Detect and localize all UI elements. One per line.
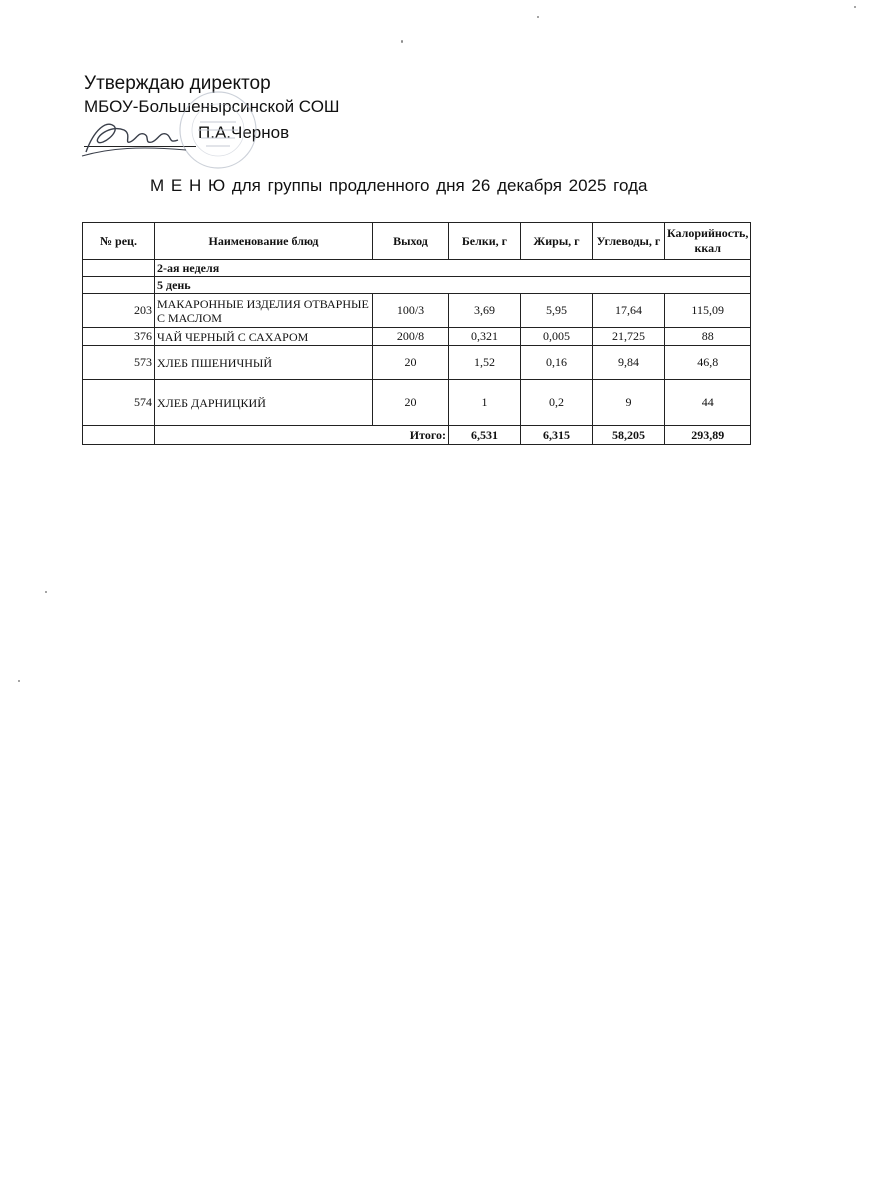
approval-title: Утверждаю директор xyxy=(84,73,271,94)
dish-calories: 44 xyxy=(665,380,751,426)
day-row xyxy=(83,277,751,294)
day-label: 5 день xyxy=(155,277,751,294)
dish-name: ЧАЙ ЧЕРНЫЙ С САХАРОМ xyxy=(155,328,373,346)
total-fat: 6,315 xyxy=(521,426,593,445)
table-row xyxy=(83,328,751,346)
dish-protein: 1,52 xyxy=(449,346,521,380)
dish-protein: 0,321 xyxy=(449,328,521,346)
dish-calories: 46,8 xyxy=(665,346,751,380)
total-row xyxy=(83,426,751,445)
dish-carbs: 9,84 xyxy=(593,346,665,380)
scan-speck xyxy=(854,6,856,8)
total-carbs: 58,205 xyxy=(593,426,665,445)
dish-fat: 0,2 xyxy=(521,380,593,426)
week-label: 2-ая неделя xyxy=(155,260,751,277)
rec-number: 203 xyxy=(83,294,155,328)
total-calories: 293,89 xyxy=(665,426,751,445)
dish-protein: 3,69 xyxy=(449,294,521,328)
dish-output: 20 xyxy=(373,380,449,426)
scan-speck xyxy=(537,16,539,18)
scan-speck xyxy=(401,40,403,43)
dish-carbs: 21,725 xyxy=(593,328,665,346)
dish-calories: 115,09 xyxy=(665,294,751,328)
dish-output: 20 xyxy=(373,346,449,380)
dish-output: 100/3 xyxy=(373,294,449,328)
table-row xyxy=(83,294,751,328)
header-calories: Калорийность, ккал xyxy=(665,223,751,260)
page-title: М Е Н Ю для группы продленного дня 26 декабря 2025 года xyxy=(150,176,648,195)
dish-protein: 1 xyxy=(449,380,521,426)
header-fat: Жиры, г xyxy=(521,223,593,260)
director-name: П.А.Чернов xyxy=(198,123,290,142)
dish-name: ХЛЕБ ПШЕНИЧНЫЙ xyxy=(155,346,373,380)
menu-table xyxy=(82,222,751,445)
signature-icon xyxy=(80,112,190,162)
header-output: Выход xyxy=(373,223,449,260)
scan-speck xyxy=(18,680,20,682)
week-row xyxy=(83,260,751,277)
dish-fat: 0,005 xyxy=(521,328,593,346)
dish-name: МАКАРОННЫЕ ИЗДЕЛИЯ ОТВАРНЫЕ С МАСЛОМ xyxy=(155,294,373,328)
table-row xyxy=(83,346,751,380)
school-name: МБОУ-Большенырсинской СОШ xyxy=(84,97,340,116)
table-header-row xyxy=(83,223,751,260)
dish-name: ХЛЕБ ДАРНИЦКИЙ xyxy=(155,380,373,426)
dish-fat: 5,95 xyxy=(521,294,593,328)
dish-calories: 88 xyxy=(665,328,751,346)
rec-number: 574 xyxy=(83,380,155,426)
dish-carbs: 9 xyxy=(593,380,665,426)
total-label: Итого: xyxy=(155,426,449,445)
total-protein: 6,531 xyxy=(449,426,521,445)
dish-output: 200/8 xyxy=(373,328,449,346)
rec-number: 573 xyxy=(83,346,155,380)
rec-number: 376 xyxy=(83,328,155,346)
dish-fat: 0,16 xyxy=(521,346,593,380)
scan-speck xyxy=(45,591,47,593)
header-name: Наименование блюд xyxy=(155,223,373,260)
table-row xyxy=(83,380,751,426)
header-rec: № рец. xyxy=(83,223,155,260)
dish-carbs: 17,64 xyxy=(593,294,665,328)
header-protein: Белки, г xyxy=(449,223,521,260)
header-carbs: Углеводы, г xyxy=(593,223,665,260)
